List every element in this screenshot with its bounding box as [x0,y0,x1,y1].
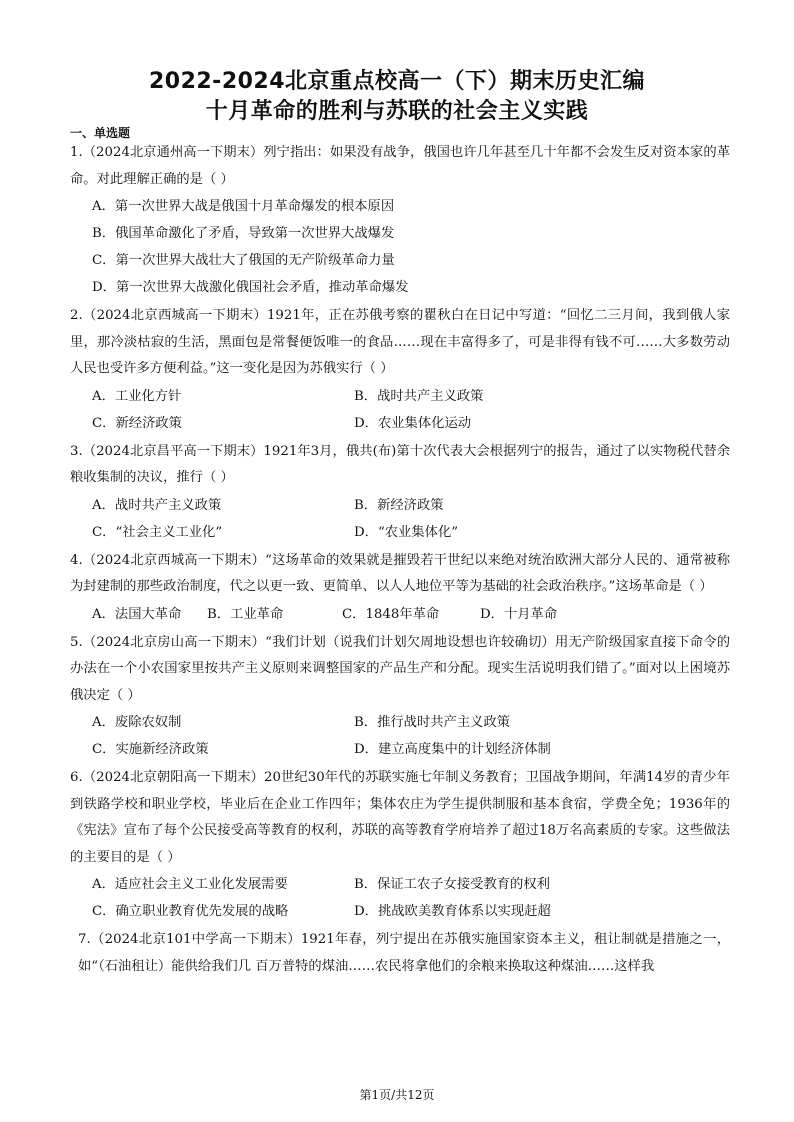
question-5 [70,630,730,764]
question-2 [70,303,730,437]
option-b: B．战时共产主义政策 [354,388,484,404]
question-list [70,138,730,980]
option-d: D．“农业集体化” [354,524,459,540]
option-c: C．新经济政策 [92,415,182,431]
option-c: C．“社会主义工业化” [92,524,223,540]
question-options [92,601,730,628]
option-d: D．第一次世界大战激化俄国社会矛盾，推动革命爆发 [92,280,409,295]
question-options [92,709,730,763]
question-7 [78,927,730,980]
question-stem: 1.（2024北京通州高一下期末）列宁指出：如果没有战争，俄国也许几年甚至几十年都不会发生反对资本家的革命。对此理解正确的是（ ） [70,145,730,187]
option-c: C．第一次世界大战壮大了俄国的无产阶级革命力量 [92,253,395,268]
option-d: D．农业集体化运动 [354,415,472,431]
option-a: A．适应社会主义工业化发展需要 [92,877,288,892]
question-6 [70,765,730,925]
question-options [92,383,730,437]
option-d: D．挑战欧美教育体系以实现赶超 [354,904,551,919]
question-options [92,193,730,301]
option-c: C．确立职业教育优先发展的战略 [92,904,289,919]
option-a: A．工业化方针 [92,388,182,404]
question-4 [70,548,730,628]
question-1 [70,140,730,301]
question-stem: 6.（2024北京朝阳高一下期末）20世纪30年代的苏联实施七年制义务教育；卫国战争期间，年满14岁的青少年到铁路学校和职业学校，毕业后在企业工作四年；集体农庄为学生提供制服和基本食宿，学费全免；1936年的《宪法》宣布了每个公民接受高等教育的权利，苏联的高等教育学府培养了超过18万名高素质的专家。这些做法的主要目的是（ ） [70,770,730,865]
question-stem: 3.（2024北京昌平高一下期末）1921年3月，俄共(布)第十次代表大会根据列宁的报告，通过了以实物税代替余粮收集制的决议，推行（ ） [70,443,730,485]
option-d: D．建立高度集中的计划经济体制 [354,742,551,757]
section-heading: 一、单选题 [70,126,131,140]
question-stem: 7.（2024北京101中学高一下期末）1921年春，列宁提出在苏俄实施国家资本主义，租让制就是措施之一，如“（石油租让）能供给我们几 百万普特的煤油……农民将拿他们的余粮来换取这种煤油……这样我 [78,932,730,974]
question-stem: 5.（2024北京房山高一下期末）“我们计划（说我们计划欠周地设想也许较确切）用无产阶级国家直接下命令的办法在一个小农国家里按共产主义原则来调整国家的产品生产和分配。现实生活说明我们错了。”面对以上困境苏俄决定（ ） [70,634,730,703]
page-number: 第1页/共12页 [359,1088,435,1102]
option-b: B．保证工农子女接受教育的权利 [354,877,550,892]
question-options [92,492,730,546]
option-a: A．废除农奴制 [92,715,182,730]
question-options [92,871,730,925]
option-c: C．实施新经济政策 [92,742,209,757]
question-stem: 2.（2024北京西城高一下期末）1921年，正在苏俄考察的瞿秋白在日记中写道：“回忆二三月间，我到俄人家里，那冷淡枯寂的生活，黑面包是常餐便饭唯一的食品……现在丰富得多了，可是非得有钱不可……大多数劳动人民也受许多方便利益。”这一变化是因为苏俄实行（ ） [70,308,730,376]
option-b: B．推行战时共产主义政策 [354,715,511,730]
document-title-line-1: 2022-2024北京重点校高一（下）期末历史汇编 [148,69,646,94]
question-3 [70,439,730,546]
option-a: A．第一次世界大战是俄国十月革命爆发的根本原因 [92,199,395,214]
option-a: A．战时共产主义政策 [92,497,222,513]
option-c: C．1848年革命 [342,606,440,622]
option-b: B．新经济政策 [354,497,444,513]
document-title-line-2: 十月革命的胜利与苏联的社会主义实践 [205,99,589,124]
option-b: B．工业革命 [207,606,284,622]
option-a: A．法国大革命 [92,606,182,622]
option-b: B．俄国革命激化了矛盾，导致第一次世界大战爆发 [92,226,395,241]
question-stem: 4.（2024北京西城高一下期末）“这场革命的效果就是摧毁若干世纪以来绝对统治欧洲大部分人民的、通常被称为封建制的那些政治制度，代之以更一致、更简单、以人人地位平等为基础的社会政治秩序。”这场革命是（ ） [70,552,730,594]
option-d: D．十月革命 [480,606,558,622]
